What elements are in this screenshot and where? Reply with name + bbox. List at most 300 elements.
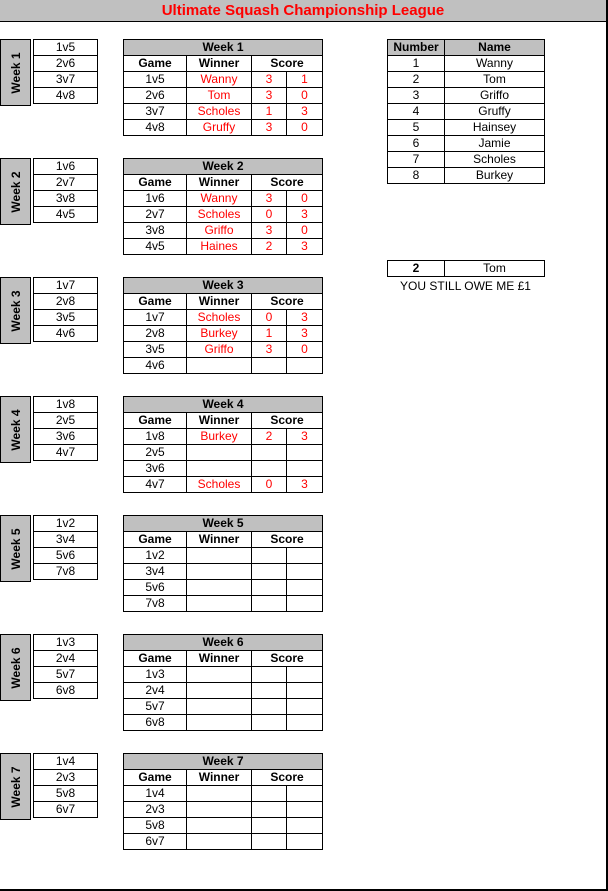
winner-cell[interactable]: Burkey: [187, 429, 252, 445]
winner-cell[interactable]: [187, 596, 252, 612]
winner-cell[interactable]: [187, 461, 252, 477]
result-row: [124, 596, 323, 612]
game-cell[interactable]: 2v8: [124, 326, 187, 342]
winner-cell[interactable]: Burkey: [187, 326, 252, 342]
fixture-cell[interactable]: 1v4: [34, 754, 98, 770]
week-results-table: [123, 158, 323, 255]
result-row: [124, 358, 323, 374]
week-fixture-list: [33, 396, 98, 461]
player-name-cell[interactable]: Gruffy: [445, 104, 545, 120]
score-cell-1[interactable]: 3: [252, 88, 287, 104]
game-header[interactable]: Game: [124, 770, 187, 786]
result-row: [124, 191, 323, 207]
score-cell-1[interactable]: [252, 818, 287, 834]
player-row: [388, 104, 545, 120]
result-row: [124, 72, 323, 88]
week-header-row: [124, 175, 323, 191]
result-row: [124, 104, 323, 120]
page-title: Ultimate Squash Championship League: [0, 0, 606, 22]
player-number-cell[interactable]: 1: [388, 56, 445, 72]
player-row: [388, 120, 545, 136]
game-cell[interactable]: 2v4: [124, 683, 187, 699]
fixture-cell[interactable]: 3v5: [34, 310, 98, 326]
game-header[interactable]: Game: [124, 56, 187, 72]
fixture-row: [34, 635, 98, 651]
score-cell-2[interactable]: 3: [287, 239, 323, 255]
score-cell-1[interactable]: [252, 683, 287, 699]
score-header[interactable]: Score: [252, 532, 323, 548]
result-row: [124, 461, 323, 477]
score-cell-2[interactable]: [287, 548, 323, 564]
player-name-cell[interactable]: Jamie: [445, 136, 545, 152]
fixture-cell[interactable]: 1v2: [34, 516, 98, 532]
fixture-cell[interactable]: 3v6: [34, 429, 98, 445]
fixture-cell[interactable]: 3v7: [34, 72, 98, 88]
game-cell[interactable]: 7v8: [124, 596, 187, 612]
score-header[interactable]: Score: [252, 175, 323, 191]
players-table: [387, 39, 545, 184]
week-title[interactable]: Week 1: [124, 40, 323, 56]
player-number-cell[interactable]: 7: [388, 152, 445, 168]
week-results-table: [123, 634, 323, 731]
fixture-row: [34, 326, 98, 342]
score-cell-1[interactable]: 3: [252, 342, 287, 358]
game-cell[interactable]: 1v3: [124, 667, 187, 683]
game-cell[interactable]: 1v5: [124, 72, 187, 88]
score-cell-1[interactable]: 1: [252, 326, 287, 342]
week-header-row: [124, 770, 323, 786]
fixture-cell[interactable]: 1v6: [34, 159, 98, 175]
score-cell-2[interactable]: 0: [287, 191, 323, 207]
game-cell[interactable]: 2v3: [124, 802, 187, 818]
week-header-row: [124, 294, 323, 310]
fixture-cell[interactable]: 2v3: [34, 770, 98, 786]
player-number-cell[interactable]: 5: [388, 120, 445, 136]
fixture-row: [34, 397, 98, 413]
week-fixture-list: [33, 634, 98, 699]
score-cell-2[interactable]: [287, 596, 323, 612]
week-side-label: [0, 753, 31, 820]
week-title[interactable]: Week 2: [124, 159, 323, 175]
week-side-label-text: Week 1: [8, 51, 23, 94]
fixture-row: [34, 667, 98, 683]
game-cell[interactable]: 4v6: [124, 358, 187, 374]
score-cell-2[interactable]: 3: [287, 326, 323, 342]
week-side-label: [0, 39, 31, 106]
fixture-row: [34, 72, 98, 88]
week-header-row: [124, 651, 323, 667]
owe-number-cell[interactable]: 2: [388, 261, 445, 277]
score-cell-1[interactable]: [252, 715, 287, 731]
winner-cell[interactable]: [187, 667, 252, 683]
fixture-cell[interactable]: 2v4: [34, 651, 98, 667]
week-header-row: [124, 532, 323, 548]
winner-cell[interactable]: [187, 580, 252, 596]
week-side-label-text: Week 7: [8, 765, 23, 808]
owe-table: [387, 260, 545, 277]
fixture-row: [34, 445, 98, 461]
score-cell-1[interactable]: [252, 461, 287, 477]
score-cell-2[interactable]: 3: [287, 207, 323, 223]
week-fixture-list: [33, 753, 98, 818]
score-cell-2[interactable]: 0: [287, 223, 323, 239]
result-row: [124, 667, 323, 683]
score-cell-1[interactable]: [252, 596, 287, 612]
game-header[interactable]: Game: [124, 413, 187, 429]
week-side-label-text: Week 4: [8, 408, 23, 451]
score-cell-2[interactable]: [287, 667, 323, 683]
player-name-cell[interactable]: Hainsey: [445, 120, 545, 136]
score-cell-2[interactable]: 0: [287, 88, 323, 104]
result-row: [124, 88, 323, 104]
fixture-cell[interactable]: 6v7: [34, 802, 98, 818]
score-header[interactable]: Score: [252, 770, 323, 786]
week-header-row: [124, 413, 323, 429]
player-row: [388, 56, 545, 72]
week-side-label: [0, 396, 31, 463]
fixture-row: [34, 516, 98, 532]
winner-cell[interactable]: Haines: [187, 239, 252, 255]
number-header[interactable]: Number: [388, 40, 445, 56]
game-cell[interactable]: 1v8: [124, 429, 187, 445]
result-row: [124, 477, 323, 493]
score-cell-2[interactable]: 3: [287, 477, 323, 493]
score-cell-1[interactable]: 2: [252, 239, 287, 255]
fixture-row: [34, 532, 98, 548]
week-results-table: [123, 515, 323, 612]
week-title-row: [124, 635, 323, 651]
game-cell[interactable]: 1v4: [124, 786, 187, 802]
winner-cell[interactable]: [187, 834, 252, 850]
game-header[interactable]: Game: [124, 532, 187, 548]
game-cell[interactable]: 3v5: [124, 342, 187, 358]
score-cell-2[interactable]: 3: [287, 429, 323, 445]
game-cell[interactable]: 3v6: [124, 461, 187, 477]
score-cell-1[interactable]: 0: [252, 477, 287, 493]
fixture-row: [34, 651, 98, 667]
score-cell-1[interactable]: [252, 580, 287, 596]
result-row: [124, 207, 323, 223]
result-row: [124, 715, 323, 731]
result-row: [124, 548, 323, 564]
game-cell[interactable]: 3v8: [124, 223, 187, 239]
score-cell-2[interactable]: [287, 683, 323, 699]
winner-cell[interactable]: [187, 802, 252, 818]
score-cell-2[interactable]: 3: [287, 310, 323, 326]
winner-cell[interactable]: Scholes: [187, 477, 252, 493]
player-number-cell[interactable]: 8: [388, 168, 445, 184]
game-cell[interactable]: 4v8: [124, 120, 187, 136]
winner-header[interactable]: Winner: [187, 770, 252, 786]
player-row: [388, 152, 545, 168]
result-row: [124, 342, 323, 358]
player-name-cell[interactable]: Wanny: [445, 56, 545, 72]
player-number-cell[interactable]: 4: [388, 104, 445, 120]
score-cell-2[interactable]: [287, 445, 323, 461]
result-row: [124, 802, 323, 818]
score-cell-2[interactable]: 3: [287, 104, 323, 120]
winner-cell[interactable]: Scholes: [187, 104, 252, 120]
fixture-cell[interactable]: 1v5: [34, 40, 98, 56]
score-cell-1[interactable]: [252, 834, 287, 850]
result-row: [124, 326, 323, 342]
player-number-cell[interactable]: 3: [388, 88, 445, 104]
winner-cell[interactable]: Scholes: [187, 310, 252, 326]
owe-row: [388, 261, 545, 277]
week-fixture-list: [33, 39, 98, 104]
score-cell-2[interactable]: [287, 786, 323, 802]
score-cell-2[interactable]: 0: [287, 120, 323, 136]
winner-header[interactable]: Winner: [187, 56, 252, 72]
week-side-label-text: Week 5: [8, 527, 23, 570]
player-name-cell[interactable]: Scholes: [445, 152, 545, 168]
fixture-cell[interactable]: 2v6: [34, 56, 98, 72]
fixture-row: [34, 159, 98, 175]
week-fixture-list: [33, 158, 98, 223]
game-cell[interactable]: 5v8: [124, 818, 187, 834]
week-title[interactable]: Week 3: [124, 278, 323, 294]
score-cell-1[interactable]: 1: [252, 104, 287, 120]
fixture-row: [34, 56, 98, 72]
winner-header[interactable]: Winner: [187, 413, 252, 429]
fixture-cell[interactable]: 1v8: [34, 397, 98, 413]
week-title[interactable]: Week 4: [124, 397, 323, 413]
result-row: [124, 239, 323, 255]
result-row: [124, 786, 323, 802]
winner-cell[interactable]: Wanny: [187, 191, 252, 207]
score-cell-1[interactable]: [252, 564, 287, 580]
winner-cell[interactable]: Scholes: [187, 207, 252, 223]
winner-cell[interactable]: [187, 683, 252, 699]
winner-header[interactable]: Winner: [187, 651, 252, 667]
score-header[interactable]: Score: [252, 294, 323, 310]
result-row: [124, 445, 323, 461]
fixture-row: [34, 88, 98, 104]
fixture-row: [34, 191, 98, 207]
game-cell[interactable]: 2v6: [124, 88, 187, 104]
fixture-row: [34, 683, 98, 699]
score-cell-2[interactable]: [287, 461, 323, 477]
week-side-label: [0, 277, 31, 344]
fixture-row: [34, 770, 98, 786]
game-cell[interactable]: 6v7: [124, 834, 187, 850]
fixture-cell[interactable]: 4v6: [34, 326, 98, 342]
result-row: [124, 223, 323, 239]
game-cell[interactable]: 1v6: [124, 191, 187, 207]
score-cell-2[interactable]: [287, 818, 323, 834]
fixture-cell[interactable]: 4v8: [34, 88, 98, 104]
score-cell-1[interactable]: [252, 445, 287, 461]
player-name-cell[interactable]: Griffo: [445, 88, 545, 104]
game-cell[interactable]: 4v5: [124, 239, 187, 255]
fixture-cell[interactable]: 1v7: [34, 278, 98, 294]
score-cell-2[interactable]: [287, 699, 323, 715]
week-title[interactable]: Week 6: [124, 635, 323, 651]
score-cell-2[interactable]: [287, 802, 323, 818]
result-row: [124, 429, 323, 445]
score-cell-1[interactable]: [252, 358, 287, 374]
player-name-cell[interactable]: Tom: [445, 72, 545, 88]
winner-cell[interactable]: [187, 818, 252, 834]
fixture-cell[interactable]: 2v8: [34, 294, 98, 310]
week-side-label-text: Week 2: [8, 170, 23, 213]
score-cell-1[interactable]: [252, 786, 287, 802]
score-cell-1[interactable]: [252, 667, 287, 683]
week-title-row: [124, 754, 323, 770]
winner-cell[interactable]: [187, 358, 252, 374]
fixture-row: [34, 413, 98, 429]
fixture-row: [34, 294, 98, 310]
player-number-cell[interactable]: 6: [388, 136, 445, 152]
fixture-cell[interactable]: 4v5: [34, 207, 98, 223]
week-side-label-text: Week 6: [8, 646, 23, 689]
week-title[interactable]: Week 5: [124, 516, 323, 532]
fixture-row: [34, 207, 98, 223]
week-title-row: [124, 397, 323, 413]
game-cell[interactable]: 6v8: [124, 715, 187, 731]
game-cell[interactable]: 1v2: [124, 548, 187, 564]
score-cell-2[interactable]: [287, 715, 323, 731]
game-header[interactable]: Game: [124, 175, 187, 191]
player-row: [388, 88, 545, 104]
score-cell-2[interactable]: [287, 564, 323, 580]
fixture-row: [34, 564, 98, 580]
game-header[interactable]: Game: [124, 651, 187, 667]
winner-cell[interactable]: [187, 699, 252, 715]
winner-cell[interactable]: Tom: [187, 88, 252, 104]
score-cell-1[interactable]: 2: [252, 429, 287, 445]
result-row: [124, 834, 323, 850]
score-cell-1[interactable]: 0: [252, 310, 287, 326]
score-cell-2[interactable]: 0: [287, 342, 323, 358]
fixture-row: [34, 40, 98, 56]
game-cell[interactable]: 3v7: [124, 104, 187, 120]
owe-note: YOU STILL OWE ME £1: [400, 279, 531, 293]
winner-cell[interactable]: Griffo: [187, 342, 252, 358]
week-fixture-list: [33, 277, 98, 342]
fixture-cell[interactable]: 5v7: [34, 667, 98, 683]
fixture-row: [34, 754, 98, 770]
week-side-label: [0, 158, 31, 225]
game-cell[interactable]: 4v7: [124, 477, 187, 493]
week-title[interactable]: Week 7: [124, 754, 323, 770]
score-cell-1[interactable]: 3: [252, 120, 287, 136]
score-cell-2[interactable]: [287, 834, 323, 850]
fixture-cell[interactable]: 1v3: [34, 635, 98, 651]
week-title-row: [124, 278, 323, 294]
fixture-row: [34, 175, 98, 191]
winner-cell[interactable]: Griffo: [187, 223, 252, 239]
game-header[interactable]: Game: [124, 294, 187, 310]
week-results-table: [123, 753, 323, 850]
week-title-row: [124, 40, 323, 56]
week-side-label: [0, 515, 31, 582]
player-number-cell[interactable]: 2: [388, 72, 445, 88]
winner-cell[interactable]: [187, 564, 252, 580]
player-row: [388, 168, 545, 184]
game-cell[interactable]: 2v7: [124, 207, 187, 223]
score-cell-1[interactable]: [252, 548, 287, 564]
winner-cell[interactable]: [187, 786, 252, 802]
fixture-row: [34, 429, 98, 445]
winner-header[interactable]: Winner: [187, 294, 252, 310]
score-cell-2[interactable]: [287, 580, 323, 596]
score-cell-1[interactable]: 0: [252, 207, 287, 223]
result-row: [124, 683, 323, 699]
week-fixture-list: [33, 515, 98, 580]
week-title-row: [124, 516, 323, 532]
week-header-row: [124, 56, 323, 72]
score-header[interactable]: Score: [252, 56, 323, 72]
fixture-cell[interactable]: 6v8: [34, 683, 98, 699]
fixture-cell[interactable]: 2v5: [34, 413, 98, 429]
week-title-row: [124, 159, 323, 175]
game-cell[interactable]: 5v6: [124, 580, 187, 596]
result-row: [124, 120, 323, 136]
score-cell-1[interactable]: 3: [252, 191, 287, 207]
week-results-table: [123, 396, 323, 493]
week-side-label-text: Week 3: [8, 289, 23, 332]
fixture-row: [34, 310, 98, 326]
result-row: [124, 580, 323, 596]
fixture-row: [34, 548, 98, 564]
score-header[interactable]: Score: [252, 413, 323, 429]
score-cell-2[interactable]: 1: [287, 72, 323, 88]
fixture-cell[interactable]: 4v7: [34, 445, 98, 461]
winner-header[interactable]: Winner: [187, 532, 252, 548]
week-results-table: [123, 39, 323, 136]
week-side-label: [0, 634, 31, 701]
game-cell[interactable]: 5v7: [124, 699, 187, 715]
game-cell[interactable]: 2v5: [124, 445, 187, 461]
player-row: [388, 136, 545, 152]
name-header[interactable]: Name: [445, 40, 545, 56]
players-header-row: [388, 40, 545, 56]
result-row: [124, 310, 323, 326]
owe-name-cell[interactable]: Tom: [445, 261, 545, 277]
winner-cell[interactable]: [187, 715, 252, 731]
winner-header[interactable]: Winner: [187, 175, 252, 191]
score-cell-1[interactable]: [252, 699, 287, 715]
player-name-cell[interactable]: Burkey: [445, 168, 545, 184]
game-cell[interactable]: 3v4: [124, 564, 187, 580]
player-row: [388, 72, 545, 88]
result-row: [124, 564, 323, 580]
fixture-cell[interactable]: 2v7: [34, 175, 98, 191]
fixture-cell[interactable]: 7v8: [34, 564, 98, 580]
fixture-row: [34, 802, 98, 818]
fixture-cell[interactable]: 3v4: [34, 532, 98, 548]
winner-cell[interactable]: Wanny: [187, 72, 252, 88]
fixture-row: [34, 278, 98, 294]
score-cell-1[interactable]: 3: [252, 223, 287, 239]
fixture-cell[interactable]: 3v8: [34, 191, 98, 207]
game-cell[interactable]: 1v7: [124, 310, 187, 326]
score-cell-1[interactable]: 3: [252, 72, 287, 88]
fixture-cell[interactable]: 5v8: [34, 786, 98, 802]
score-header[interactable]: Score: [252, 651, 323, 667]
fixture-row: [34, 786, 98, 802]
score-cell-2[interactable]: [287, 358, 323, 374]
winner-cell[interactable]: [187, 548, 252, 564]
result-row: [124, 699, 323, 715]
week-results-table: [123, 277, 323, 374]
winner-cell[interactable]: Gruffy: [187, 120, 252, 136]
score-cell-1[interactable]: [252, 802, 287, 818]
winner-cell[interactable]: [187, 445, 252, 461]
result-row: [124, 818, 323, 834]
fixture-cell[interactable]: 5v6: [34, 548, 98, 564]
